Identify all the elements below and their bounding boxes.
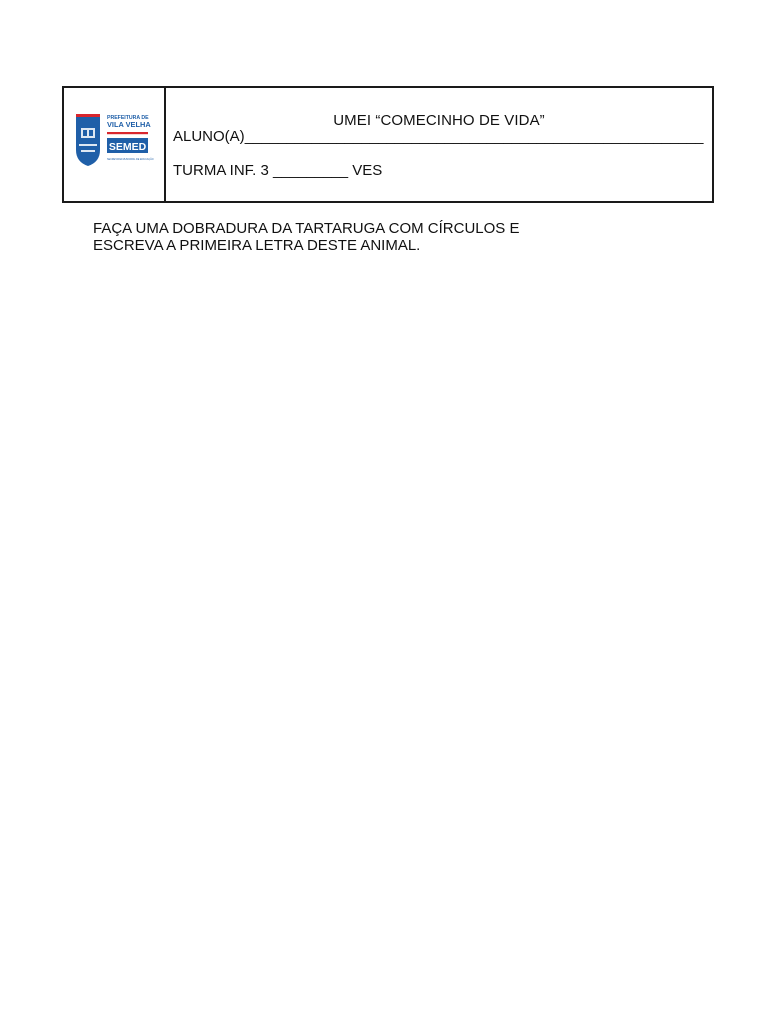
city-crest-icon (76, 114, 100, 166)
class-line (173, 162, 382, 179)
shift-label: VES (352, 162, 383, 179)
logo-red-stripe (107, 132, 148, 134)
header-table (62, 86, 714, 203)
logo-badge-text: SEMED (108, 141, 147, 153)
logo-sub-text: SECRETARIA MUNICIPAL DE EDUCAÇÃO (107, 158, 154, 161)
semed-logo (74, 112, 154, 172)
student-name-line (173, 128, 704, 145)
logo-cell (64, 88, 166, 201)
instruction-line-2: ESCREVA A PRIMEIRA LETRA DESTE ANIMAL. (93, 237, 421, 254)
school-name: UMEI “COMECINHO DE VIDA” (333, 112, 545, 129)
logo-top-text: PREFEITURA DE (107, 115, 149, 121)
instruction-line-1: FAÇA UMA DOBRADURA DA TARTARUGA COM CÍRCULOS E (93, 220, 520, 237)
logo-main-text: VILA VELHA (107, 120, 151, 129)
student-label: ALUNO(A) (173, 128, 245, 145)
class-label: TURMA INF. 3 (173, 162, 269, 179)
class-blank[interactable]: _________ (273, 162, 349, 179)
instructions (93, 220, 613, 254)
student-name-blank[interactable]: _______________________________________________________ (244, 128, 704, 145)
info-cell (166, 88, 712, 201)
